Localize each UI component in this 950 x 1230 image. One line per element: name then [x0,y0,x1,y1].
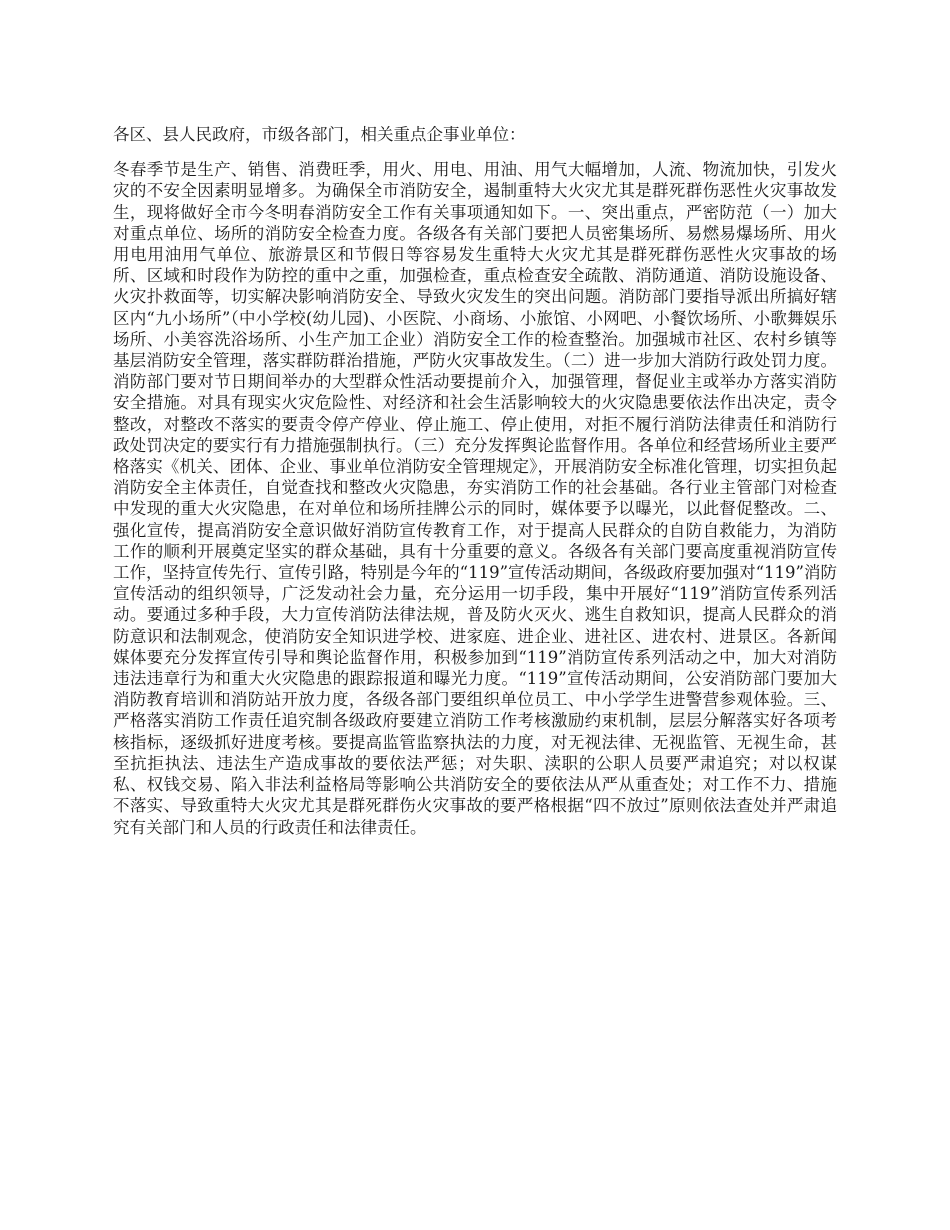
document-content [113,124,837,838]
salutation-line: 各区、县人民政府，市级各部门，相关重点企事业单位： [113,125,526,144]
body-paragraph: 冬春季节是生产、销售、消费旺季，用火、用电、用油、用气大幅增加，人流、物流加快，引发火灾的不安全因素明显增多。为确保全市消防安全，遏制重特大火灾尤其是群死群伤恶性火灾事故发生，现将做好全市今冬明春消防安全工作有关事项通知如下。一、突出重点，严密防范（一）加大对重点单位、场所的消防安全检查力度。各级各有关部门要把人员密集场所、易燃易爆场所、用火用电用油用气单位、旅游景区和节假日等容易发生重特大火灾尤其是群死群伤恶性火灾事故的场所、区域和时段作为防控的重中之重，加强检查，重点检查安全疏散、消防通道、消防设施设备、火灾扑救面等，切实解决影响消防安全、导致火灾发生的突出问题。消防部门要指导派出所搞好辖区内“九小场所”（中小学校(幼儿园)、小医院、小商场、小旅馆、小网吧、小餐饮场所、小歌舞娱乐场所、小美容洗浴场所、小生产加工企业）消防安全工作的检查整治。加强城市社区、农村乡镇等基层消防安全管理，落实群防群治措施，严防火灾事故发生。（二）进一步加大消防行政处罚力度。消防部门要对节日期间举办的大型群众性活动要提前介入，加强管理，督促业主或举办方落实消防安全措施。对具有现实火灾危险性、对经济和社会生活影响较大的火灾隐患要依法作出决定，责令整改，对整改不落实的要责令停产停业、停止施工、停止使用，对拒不履行消防法律责任和消防行政处罚决定的要实行有力措施强制执行。（三）充分发挥舆论监督作用。各单位和经营场所业主要严格落实《机关、团体、企业、事业单位消防安全管理规定》，开展消防安全标准化管理，切实担负起消防安全主体责任，自觉查找和整改火灾隐患，夯实消防工作的社会基础。各行业主管部门对检查中发现的重大火灾隐患，在对单位和场所挂牌公示的同时，媒体要予以曝光，以此督促整改。二、强化宣传，提高消防安全意识做好消防宣传教育工作，对于提高人民群众的自防自救能力，为消防工作的顺利开展奠定坚实的群众基础，具有十分重要的意义。各级各有关部门要高度重视消防宣传工作，坚持宣传先行、宣传引路，特别是今年的“119”宣传活动期间，各级政府要加强对“119”消防宣传活动的组织领导，广泛发动社会力量，充分运用一切手段，集中开展好“119”消防宣传系列活动。要通过多种手段，大力宣传消防法律法规，普及防火灭火、逃生自救知识，提高人民群众的消防意识和法制观念，使消防安全知识进学校、进家庭、进企业、进社区、进农村、进景区。各新闻媒体要充分发挥宣传引导和舆论监督作用，积极参加到“119”消防宣传系列活动之中，加大对消防违法违章行为和重大火灾隐患的跟踪报道和曝光力度。“119”宣传活动期间，公安消防部门要加大消防教育培训和消防站开放力度，各级各部门要组织单位员工、中小学学生进警营参观体验。三、严格落实消防工作责任追究制各级政府要建立消防工作考核激励约束机制，层层分解落实好各项考核指标，逐级抓好进度考核。要提高监管监察执法的力度，对无视法律、无视监管、无视生命，甚至抗拒执法、违法生产造成事故的要依法严惩；对失职、渎职的公职人员要严肃追究；对以权谋私、权钱交易、陷入非法利益格局等影响公共消防安全的要依法从严从重查处；对工作不力、措施不落实、导致重特大火灾尤其是群死群伤火灾事故的要严格根据“四不放过”原则依法查处并严肃追究有关部门和人员的行政责任和法律责任。 [113,160,837,837]
